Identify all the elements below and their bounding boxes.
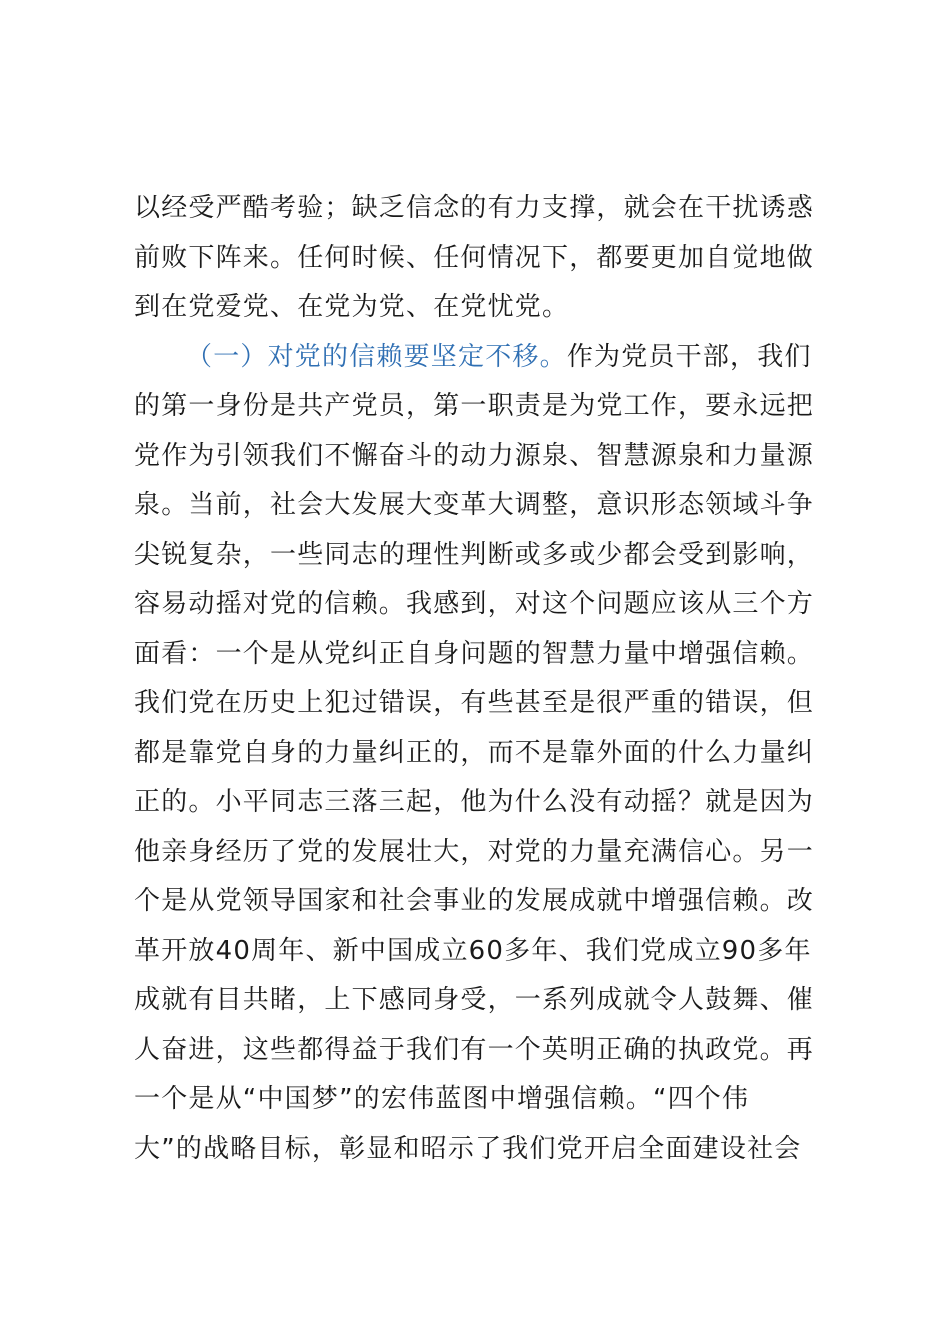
paragraph-line: 都是靠党自身的力量纠正的，而不是靠外面的什么力量纠 [134,737,815,768]
paragraph-line: 前败下阵来。任何时候、任何情况下，都要更加自觉地做 [134,242,815,273]
paragraph-line: 以经受严酷考验；缺乏信念的有力支撑，就会在干扰诱惑 [134,193,815,223]
paragraph-line: 泉。当前，社会大发展大变革大调整，意识形态领域斗争 [134,490,815,520]
paragraph-line: 尖锐复杂，一些同志的理性判断或多或少都会受到影响， [134,539,815,570]
paragraph-line: 人奋进，这些都得益于我们有一个英明正确的执政党。再 [134,1034,815,1065]
paragraph-line: 一个是从“中国梦”的宏伟蓝图中增强信赖。“四个伟 [134,1084,750,1114]
paragraph-line: 大”的战略目标，彰显和昭示了我们党开启全面建设社会 [134,1133,802,1164]
section-first-line [134,333,834,383]
paragraph-line: 我们党在历史上犯过错误，有些甚至是很严重的错误，但 [134,688,815,718]
paragraph-line: 正的。小平同志三落三起，他为什么没有动摇？就是因为 [134,787,815,817]
paragraph-line: 革开放40周年、新中国成立60多年、我们党成立90多年 [134,935,812,966]
paragraph-line: 个是从党领导国家和社会事业的发展成就中增强信赖。改 [134,886,815,916]
paragraph-line: 他亲身经历了党的发展壮大，对党的力量充满信心。另一 [134,836,815,867]
paragraph-line: 到在党爱党、在党为党、在党忧党。 [134,292,570,322]
section-first-line-text: 作为党员干部，我们 [566,341,812,372]
paragraph-line: 的第一身份是共产党员，第一职责是为党工作，要永远把 [134,391,815,421]
paragraph-line: 容易动摇对党的信赖。我感到，对这个问题应该从三个方 [134,589,815,619]
paragraph-line: 成就有目共睹，上下感同身受，一系列成就令人鼓舞、催 [134,985,815,1015]
section-heading: （一）对党的信赖要坚定不移。 [186,341,567,372]
paragraph-line: 面看：一个是从党纠正自身问题的智慧力量中增强信赖。 [134,638,815,669]
paragraph-line: 党作为引领我们不懈奋斗的动力源泉、智慧源泉和力量源 [134,440,815,471]
body-text [134,184,834,1174]
